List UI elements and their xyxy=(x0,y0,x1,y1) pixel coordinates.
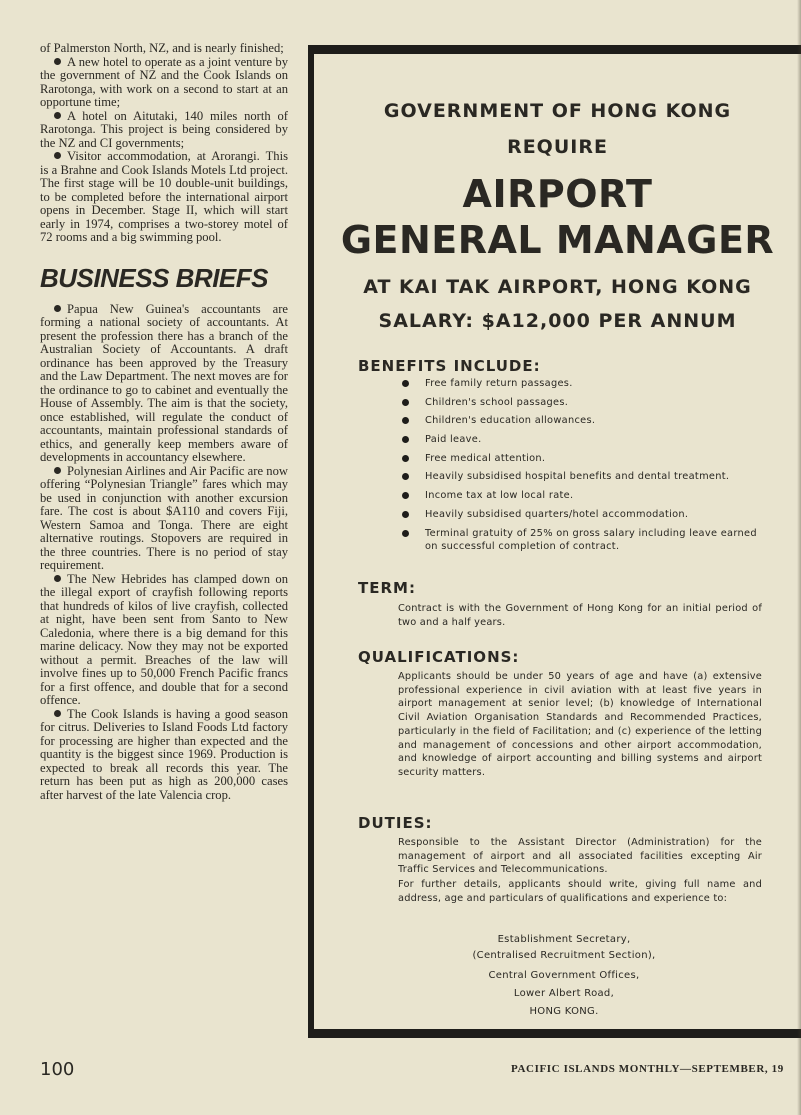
address-line: Lower Albert Road, xyxy=(513,988,615,999)
paragraph: The Cook Islands is having a good season for citrus. Deliveries to Island Foods Ltd factory for processing are higher than expected and the quantity is the biggest since 1969. Production is expected to break all records this year. The return has been put as high as 200,000 cases after harvest of the late Valencia crop. xyxy=(40,706,288,802)
address-line: HONG KONG. xyxy=(529,1006,599,1017)
term-text: Contract is with the Government of Hong Kong for an initial period of two and a half years. xyxy=(398,603,762,628)
bullet-icon xyxy=(54,575,61,582)
qualifications-heading: QUALIFICATIONS: xyxy=(358,648,520,666)
address-line: Central Government Offices, xyxy=(488,970,640,981)
bullet-icon xyxy=(402,417,409,424)
ad-line-location: AT KAI TAK AIRPORT, HONG KONG xyxy=(363,276,752,298)
bullet-icon xyxy=(402,492,409,499)
ad-title-general-manager: GENERAL MANAGER xyxy=(340,218,775,262)
paragraph: A new hotel to operate as a joint venture by the government of NZ and the Cook Islands on Rarotonga, with work on a second to start at an opportune time; xyxy=(40,54,288,109)
list-item: Paid leave. xyxy=(402,433,772,447)
list-item: Heavily subsidised quarters/hotel accommodation. xyxy=(402,508,772,522)
list-item: Income tax at low local rate. xyxy=(402,489,772,503)
benefits-list xyxy=(402,377,772,559)
running-head: PACIFIC ISLANDS MONTHLY—SEPTEMBER, 19 xyxy=(511,1063,784,1075)
list-item: Children's education allowances. xyxy=(402,414,772,428)
article-top-paragraphs xyxy=(40,42,288,245)
section-heading: BUSINESS BRIEFS xyxy=(40,262,268,293)
bullet-icon xyxy=(402,511,409,518)
term-heading: TERM: xyxy=(358,579,416,597)
address-line: Establishment Secretary, xyxy=(497,934,631,945)
bullet-icon xyxy=(402,473,409,480)
qualifications-text: Applicants should be under 50 years of age and have (a) extensive professional experience in civil aviation with at least five years in airport management at senior level; (b) knowledge of International Civil Aviation Organisation Standards and Recommended Practices, particularly in the field of Facilitation; and (c) experience of the letting and management of concessions and other airport accommodation, and knowledge of airport accounting and billing systems and airport security matters. xyxy=(398,671,762,778)
ad-line-government: GOVERNMENT OF HONG KONG xyxy=(383,100,732,122)
bullet-icon xyxy=(402,455,409,462)
bullet-icon xyxy=(54,152,61,159)
ad-line-salary: SALARY: $A12,000 PER ANNUM xyxy=(378,310,737,332)
bullet-icon xyxy=(402,380,409,387)
bullet-icon xyxy=(54,710,61,717)
business-briefs xyxy=(40,303,288,803)
bullet-icon xyxy=(402,530,409,537)
list-item: Children's school passages. xyxy=(402,396,772,410)
ad-title-airport: AIRPORT xyxy=(462,172,653,216)
page-edge-shadow xyxy=(797,0,801,1115)
bullet-icon xyxy=(54,58,61,65)
list-item: Free family return passages. xyxy=(402,377,772,391)
paragraph: The New Hebrides has clamped down on the illegal export of crayfish following reports that hundreds of kilos of live crayfish, collected at night, have been sent from Santo to New Caledonia, where there is a big demand for this marine delicacy. Now they may not be exported without a permit. Breaches of the law will involve fines up to 50,000 French Pacific francs for a first offence, and double that for a second offence. xyxy=(40,571,288,707)
ad-line-require: REQUIRE xyxy=(507,136,608,158)
job-advertisement xyxy=(308,45,801,1038)
list-item: Heavily subsidised hospital benefits and dental treatment. xyxy=(402,470,772,484)
paragraph: A hotel on Aitutaki, 140 miles north of Rarotonga. This project is being considered by the NZ and CI governments; xyxy=(40,108,288,150)
list-item: Free medical attention. xyxy=(402,452,772,466)
bullet-icon xyxy=(54,112,61,119)
bullet-icon xyxy=(402,399,409,406)
bullet-icon xyxy=(402,436,409,443)
paragraph: of Palmerston North, NZ, and is nearly finished; xyxy=(40,41,284,55)
paragraph: Papua New Guinea's accountants are forming a national society of accountants. At present the profession there has a branch of the Australian Society of Accountants. A draft ordinance has been approved by the Treasury and the Law Department. The next moves are for the ordinance to go to cabinet and eventually the House of Assembly. The aim is that the society, once established, will regulate the conduct of accountants, maintain professional standards of ethics, and generally keep members aware of developments in accountancy elsewhere. xyxy=(40,301,288,464)
duties-text: Responsible to the Assistant Director (Administration) for the management of airport and all associated facilities excepting Air Traffic Services and Telecommunications. xyxy=(398,837,762,876)
application-instructions: For further details, applicants should write, giving full name and address, age and particulars of qualifications and experience to: xyxy=(398,879,762,904)
article-column xyxy=(40,42,288,802)
paragraph: Visitor accommodation, at Arorangi. This is a Brahne and Cook Islands Motels Ltd project. The first stage will be 10 double-unit buildings, to be completed before the international airport opens in December. Stage II, which will start early in 1974, comprises a two-storey motel of 72 rooms and a big swimming pool. xyxy=(40,149,288,244)
bullet-icon xyxy=(54,467,61,474)
address-line: (Centralised Recruitment Section), xyxy=(472,950,656,961)
benefits-heading: BENEFITS INCLUDE: xyxy=(358,357,541,375)
paragraph: Polynesian Airlines and Air Pacific are now offering “Polynesian Triangle” fares which may be used in conjunction with another excursion fare. The cost is about $A110 and covers Fiji, Western Samoa and Tonga. There are eight alternative routings. Stopovers are required in the three countries. There is no period of stay requirement. xyxy=(40,463,288,572)
page-number: 100 xyxy=(40,1059,75,1080)
duties-heading: DUTIES: xyxy=(358,814,433,832)
bullet-icon xyxy=(54,305,61,312)
list-item: Terminal gratuity of 25% on gross salary including leave earned on successful completion of contract. xyxy=(402,527,772,554)
